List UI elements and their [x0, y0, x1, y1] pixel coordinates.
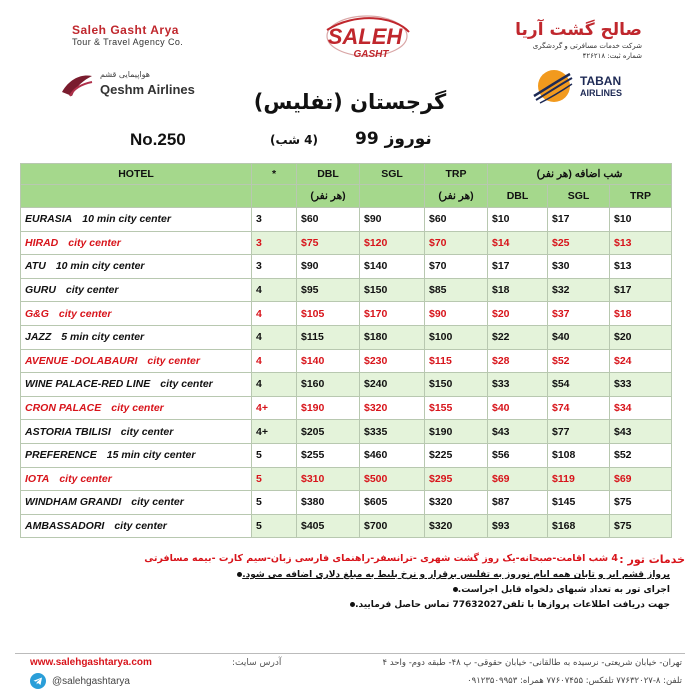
table-row — [21, 255, 672, 279]
hotel-cell — [21, 443, 252, 467]
hotel-name: WINE PALACE-RED LINE — [25, 378, 151, 391]
star-cell: 4 — [252, 373, 297, 397]
star-cell: 4 — [252, 278, 297, 302]
dbl-price: $115 — [297, 325, 360, 349]
trp-price: $70 — [425, 231, 488, 255]
website-label: آدرس سایت: — [232, 658, 282, 668]
trp-per-person: (هر نفر) — [425, 185, 488, 208]
table-row — [21, 420, 672, 444]
hotel-cell — [21, 349, 252, 373]
trp-header: TRP — [425, 164, 488, 185]
trp-price: $155 — [425, 396, 488, 420]
star-cell: 3 — [252, 208, 297, 232]
note-flight — [229, 570, 670, 580]
extra-trp-price: $24 — [610, 349, 672, 373]
extra-sgl-price: $119 — [548, 467, 610, 491]
trp-price: $295 — [425, 467, 488, 491]
saleh-gasht-logo — [305, 10, 425, 66]
star-header: * — [252, 164, 297, 185]
trp-price: $190 — [425, 420, 488, 444]
note-text: پرواز قشم ایر و تابان همه ایام نوروز به تفلیس برقرار و نرخ بلیط به مبلغ دلاری اضافه می شود. — [242, 570, 670, 580]
extra-dbl-price: $56 — [488, 443, 548, 467]
star-cell: 4 — [252, 325, 297, 349]
nowruz-label: نوروز 99 — [355, 129, 432, 149]
sgl-price: $120 — [360, 231, 425, 255]
services-title: خدمات تور : — [619, 553, 685, 566]
logo-top-text: SALEH — [327, 24, 403, 49]
hotel-cell — [21, 514, 252, 538]
note-nights — [445, 585, 670, 595]
hotel-name: GURU — [25, 284, 56, 297]
hotel-location: city center — [65, 284, 119, 297]
hotel-cell — [21, 255, 252, 279]
hotel-name: WINDHAM GRANDI — [25, 496, 122, 509]
extra-sgl-price: $37 — [548, 302, 610, 326]
hotel-name: HIRAD — [25, 236, 59, 249]
extra-trp-price: $17 — [610, 278, 672, 302]
table-row — [21, 467, 672, 491]
blank-cell — [252, 185, 297, 208]
nights-label: (4 شب) — [270, 133, 319, 147]
dbl-price: $310 — [297, 467, 360, 491]
star-cell: 5 — [252, 467, 297, 491]
table-row — [21, 396, 672, 420]
brand-desc-fa: شرکت خدمات مسافرتی و گردشگری — [532, 42, 642, 50]
hotel-location: city center — [131, 496, 184, 509]
extra-dbl-price: $20 — [488, 302, 548, 326]
table-row — [21, 302, 672, 326]
hotel-name: JAZZ — [25, 331, 52, 344]
hotel-cell — [21, 420, 252, 444]
extra-night-header: شب اضافه (هر نفر) — [488, 164, 672, 185]
sgl-price: $90 — [360, 208, 425, 232]
dbl-price: $405 — [297, 514, 360, 538]
extra-dbl-price: $69 — [488, 467, 548, 491]
hotel-cell — [21, 231, 252, 255]
dbl-price: $90 — [297, 255, 360, 279]
extra-sgl-price: $74 — [548, 396, 610, 420]
extra-dbl-price: $28 — [488, 349, 548, 373]
extra-trp-price: $43 — [610, 420, 672, 444]
trp-price: $90 — [425, 302, 488, 326]
extra-dbl-price: $18 — [488, 278, 548, 302]
sgl-price: $500 — [360, 467, 425, 491]
extra-trp-price: $52 — [610, 443, 672, 467]
table-row — [21, 491, 672, 515]
extra-trp-price: $75 — [610, 514, 672, 538]
table-row — [21, 325, 672, 349]
extra-trp-price: $18 — [610, 302, 672, 326]
hotel-name: CRON PALACE — [25, 402, 102, 415]
extra-trp-price: $34 — [610, 396, 672, 420]
extra-sgl-price: $25 — [548, 231, 610, 255]
sgl-price: $320 — [360, 396, 425, 420]
trp-price: $320 — [425, 514, 488, 538]
sgl-price: $335 — [360, 420, 425, 444]
extra-sgl-price: $17 — [548, 208, 610, 232]
hotel-cell — [21, 302, 252, 326]
services-list: 4 شب اقامت-صبحانه-یک روز گشت شهری -ترانسفر-راهنمای فارسی زبان-سیم کارت -بیمه مسافرتی — [144, 553, 618, 564]
brand-tagline-en: Tour & Travel Agency Co. — [72, 37, 184, 47]
table-row — [21, 208, 672, 232]
extra-dbl-price: $10 — [488, 208, 548, 232]
hotel-location: city center — [160, 378, 213, 391]
star-cell: 4 — [252, 349, 297, 373]
hotel-name: AMBASSADORI — [25, 520, 105, 533]
trp-price: $150 — [425, 373, 488, 397]
extra-dbl-header: DBL — [488, 185, 548, 208]
extra-dbl-price: $93 — [488, 514, 548, 538]
sgl-price: $230 — [360, 349, 425, 373]
hotel-location: city center — [114, 520, 167, 533]
hotel-header: HOTEL — [21, 164, 252, 185]
page-title: گرجستان (تفلیس) — [253, 90, 447, 114]
note-text: اجرای تور به تعداد شبهای دلخواه قابل اجراست. — [457, 585, 670, 595]
extra-trp-price: $75 — [610, 491, 672, 515]
hotel-location: 5 min city center — [61, 331, 145, 344]
trp-price: $85 — [425, 278, 488, 302]
blank-cell — [360, 185, 425, 208]
dbl-price: $105 — [297, 302, 360, 326]
hotel-location: city center — [120, 425, 174, 438]
table-row — [21, 443, 672, 467]
dbl-header: DBL — [297, 164, 360, 185]
table-row — [21, 278, 672, 302]
star-cell: 5 — [252, 491, 297, 515]
qeshm-airlines-en: Qeshm Airlines — [100, 82, 195, 97]
extra-dbl-price: $22 — [488, 325, 548, 349]
table-row — [21, 349, 672, 373]
star-cell: 5 — [252, 514, 297, 538]
sgl-price: $150 — [360, 278, 425, 302]
extra-sgl-price: $30 — [548, 255, 610, 279]
extra-trp-price: $69 — [610, 467, 672, 491]
dbl-price: $160 — [297, 373, 360, 397]
hotel-name: EURASIA — [25, 213, 73, 226]
extra-sgl-price: $40 — [548, 325, 610, 349]
dbl-price: $190 — [297, 396, 360, 420]
extra-trp-price: $10 — [610, 208, 672, 232]
extra-dbl-price: $40 — [488, 396, 548, 420]
logo-bottom-text: GASHT — [353, 49, 389, 60]
footer-divider — [15, 653, 685, 654]
sgl-price: $170 — [360, 302, 425, 326]
sgl-price: $605 — [360, 491, 425, 515]
hotel-location: 10 min city center — [82, 213, 171, 226]
brand-reg-fa: شماره ثبت: ۴۲۶۲۱۸ — [582, 52, 642, 60]
sgl-price: $460 — [360, 443, 425, 467]
extra-trp-price: $13 — [610, 231, 672, 255]
star-cell: 3 — [252, 231, 297, 255]
extra-dbl-price: $43 — [488, 420, 548, 444]
note-phone — [342, 600, 670, 610]
sgl-header: SGL — [360, 164, 425, 185]
extra-sgl-price: $32 — [548, 278, 610, 302]
hotel-location: city center — [111, 402, 164, 415]
trp-price: $100 — [425, 325, 488, 349]
rates-table — [20, 163, 672, 538]
hotel-name: IOTA — [25, 472, 50, 485]
sgl-price: $700 — [360, 514, 425, 538]
telegram-icon[interactable] — [30, 673, 46, 689]
trp-price: $115 — [425, 349, 488, 373]
extra-sgl-price: $54 — [548, 373, 610, 397]
dbl-price: $95 — [297, 278, 360, 302]
table-header-row — [21, 164, 672, 185]
hotel-cell — [21, 325, 252, 349]
extra-dbl-price: $87 — [488, 491, 548, 515]
hotel-cell — [21, 278, 252, 302]
hotel-location: city center — [59, 472, 112, 485]
extra-trp-header: TRP — [610, 185, 672, 208]
qeshm-airlines-fa: هواپیمایی قشم — [100, 70, 150, 79]
brand-name-en: Saleh Gasht Arya — [72, 23, 179, 37]
trp-price: $225 — [425, 443, 488, 467]
extra-trp-price: $20 — [610, 325, 672, 349]
extra-sgl-header: SGL — [548, 185, 610, 208]
table-row — [21, 514, 672, 538]
hotel-location: city center — [68, 236, 121, 249]
extra-sgl-price: $52 — [548, 349, 610, 373]
note-text: جهت دریافت اطلاعات پروازها با تلفن77632027 تماس حاصل فرمایید. — [355, 600, 670, 610]
address: تهران- خیابان شریعتی- نرسیده به طالقانی- خیابان حقوقی- پ ۴۸- طبقه دوم- واحد ۴ — [382, 658, 682, 668]
hotel-name: AVENUE -DOLABAURI — [25, 354, 138, 367]
star-cell: 5 — [252, 443, 297, 467]
star-cell: 4+ — [252, 396, 297, 420]
package-number: No.250 — [130, 130, 186, 149]
hotel-location: city center — [147, 354, 200, 367]
hotel-location: city center — [58, 307, 112, 320]
hotel-name: G&G — [25, 307, 49, 320]
phone-numbers: تلفن: ۸-۷۷۶۳۲۰۲۷ تلفکس: ۷۷۶۰۷۴۵۵ همراه: ۰۹۱۲۳۵۰۹۹۵۳ — [467, 676, 682, 686]
dbl-price: $75 — [297, 231, 360, 255]
telegram-handle[interactable]: @salehgashtarya — [52, 676, 130, 687]
extra-sgl-price: $108 — [548, 443, 610, 467]
hotel-name: ATU — [25, 260, 46, 273]
brand-name-fa: صالح گشت آریا — [515, 20, 642, 40]
blank-cell — [21, 185, 252, 208]
sgl-price: $240 — [360, 373, 425, 397]
sgl-price: $180 — [360, 325, 425, 349]
trp-price: $70 — [425, 255, 488, 279]
dbl-price: $205 — [297, 420, 360, 444]
website-link[interactable]: www.salehgashtarya.com — [30, 657, 152, 668]
taban-airlines-name: TABAN — [580, 74, 622, 88]
table-row — [21, 231, 672, 255]
trp-price: $320 — [425, 491, 488, 515]
trp-price: $60 — [425, 208, 488, 232]
star-cell: 3 — [252, 255, 297, 279]
dbl-per-person: (هر نفر) — [297, 185, 360, 208]
hotel-name: ASTORIA TBILISI — [25, 425, 111, 438]
hotel-cell — [21, 396, 252, 420]
extra-dbl-price: $14 — [488, 231, 548, 255]
hotel-cell — [21, 373, 252, 397]
hotel-location: 10 min city center — [55, 260, 145, 273]
sgl-price: $140 — [360, 255, 425, 279]
table-row — [21, 373, 672, 397]
hotel-cell — [21, 208, 252, 232]
hotel-cell — [21, 491, 252, 515]
extra-dbl-price: $17 — [488, 255, 548, 279]
dbl-price: $255 — [297, 443, 360, 467]
dbl-price: $60 — [297, 208, 360, 232]
extra-sgl-price: $77 — [548, 420, 610, 444]
hotel-name: PREFERENCE — [25, 449, 97, 462]
dbl-price: $140 — [297, 349, 360, 373]
extra-sgl-price: $168 — [548, 514, 610, 538]
star-cell: 4+ — [252, 420, 297, 444]
table-subheader-row — [21, 185, 672, 208]
extra-trp-price: $33 — [610, 373, 672, 397]
star-cell: 4 — [252, 302, 297, 326]
extra-sgl-price: $145 — [548, 491, 610, 515]
taban-airlines-sub: AIRLINES — [580, 88, 623, 98]
dbl-price: $380 — [297, 491, 360, 515]
extra-trp-price: $13 — [610, 255, 672, 279]
hotel-cell — [21, 467, 252, 491]
extra-dbl-price: $33 — [488, 373, 548, 397]
hotel-location: 15 min city center — [106, 449, 196, 462]
